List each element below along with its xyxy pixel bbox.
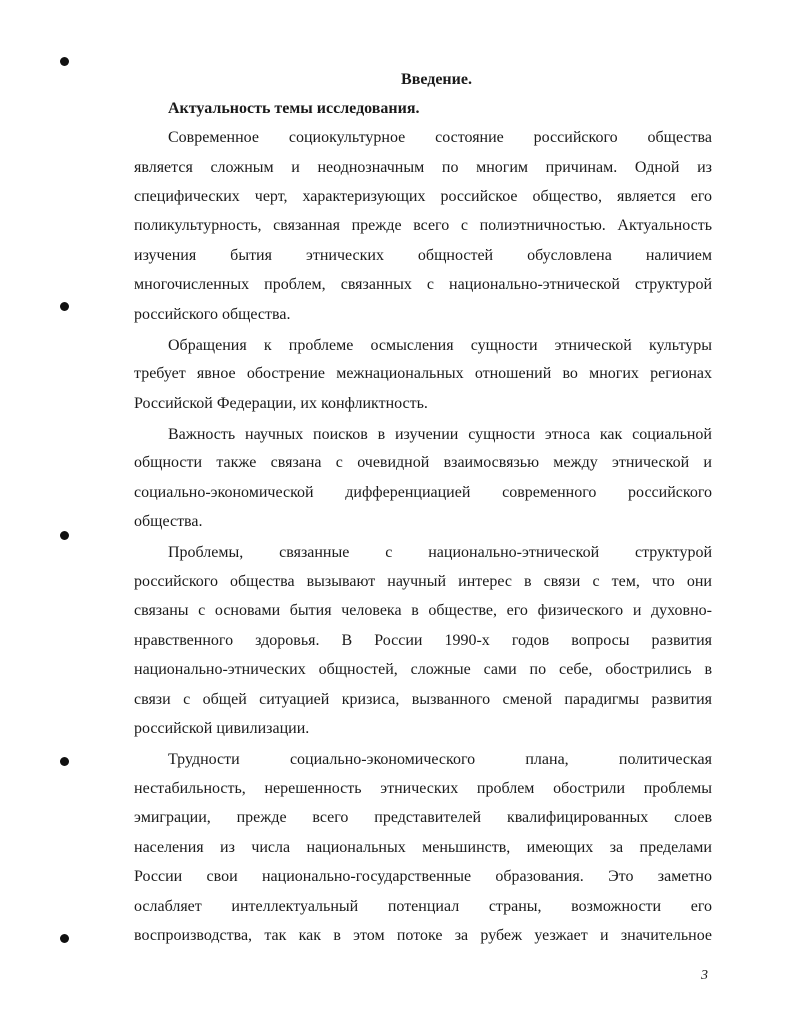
text-line: воспроизводства, так как в этом потоке за рубеж уезжает и значительное bbox=[134, 927, 712, 944]
text-line: общества. bbox=[134, 513, 203, 530]
text-line: России свои национально-государственные образования. Это заметно bbox=[134, 868, 712, 885]
text-line: национально-этнических общностей, сложные сами по себе, обострились в bbox=[134, 661, 712, 678]
text-line: российской цивилизации. bbox=[134, 720, 310, 737]
subsection-heading: Актуальность темы исследования. bbox=[168, 100, 420, 117]
text-line: Обращения к проблеме осмысления сущности этнической культуры bbox=[168, 337, 712, 354]
punch-hole-mark bbox=[60, 757, 69, 766]
text-line: нестабильность, нерешенность этнических проблем обострили проблемы bbox=[134, 780, 712, 797]
text-line: нравственного здоровья. В России 1990-х годов вопросы развития bbox=[134, 632, 712, 649]
punch-hole-mark bbox=[60, 531, 69, 540]
text-line: изучения бытия этнических общностей обусловлена наличием bbox=[134, 247, 712, 264]
text-line: поликультурность, связанная прежде всего с полиэтничностью. Актуальность bbox=[134, 217, 712, 234]
text-line: Современное социокультурное состояние российского общества bbox=[168, 129, 712, 146]
text-line: многочисленных проблем, связанных с национально-этнической структурой bbox=[134, 276, 712, 293]
text-line: связаны с основами бытия человека в обществе, его физического и духовно- bbox=[134, 602, 712, 619]
text-line: эмиграции, прежде всего представителей квалифицированных слоев bbox=[134, 809, 712, 826]
text-line: социально-экономической дифференциацией современного российского bbox=[134, 484, 712, 501]
text-line: ослабляет интеллектуальный потенциал страны, возможности его bbox=[134, 898, 712, 915]
text-line: Трудности социально-экономического плана, политическая bbox=[168, 751, 712, 768]
text-line: Важность научных поисков в изучении сущности этноса как социальной bbox=[168, 426, 712, 443]
text-line: населения из числа национальных меньшинств, имеющих за пределами bbox=[134, 839, 712, 856]
text-line: является сложным и неоднозначным по многим причинам. Одной из bbox=[134, 159, 712, 176]
text-line: требует явное обострение межнациональных отношений во многих регионах bbox=[134, 365, 712, 382]
text-line: Проблемы, связанные с национально-этнической структурой bbox=[168, 544, 712, 561]
punch-hole-mark bbox=[60, 57, 69, 66]
text-line: связи с общей ситуацией кризиса, вызванного сменой парадигмы развития bbox=[134, 691, 712, 708]
punch-hole-mark bbox=[60, 934, 69, 943]
text-line: общности также связана с очевидной взаимосвязью между этнической и bbox=[134, 454, 712, 471]
section-heading: Введение. bbox=[401, 71, 472, 88]
page-number: 3 bbox=[701, 968, 708, 983]
text-line: Российской Федерации, их конфликтность. bbox=[134, 395, 428, 412]
text-line: специфических черт, характеризующих российское общество, является его bbox=[134, 188, 712, 205]
text-line: российского общества вызывают научный интерес в связи с тем, что они bbox=[134, 573, 712, 590]
text-line: российского общества. bbox=[134, 306, 291, 323]
punch-hole-mark bbox=[60, 302, 69, 311]
